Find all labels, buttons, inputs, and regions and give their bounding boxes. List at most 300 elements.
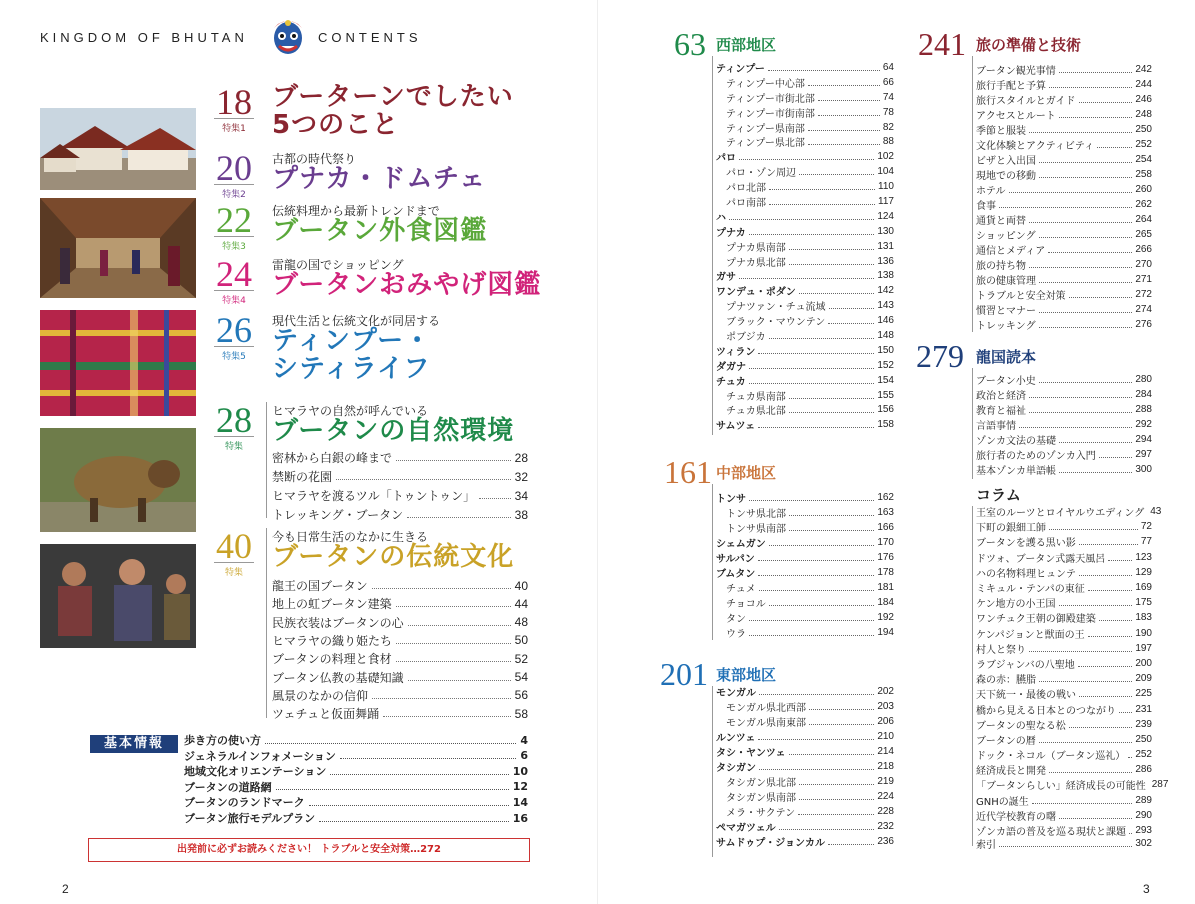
toc-entry-page: 284 [1135, 389, 1152, 400]
basic-info-entry[interactable] [184, 794, 528, 810]
leader-dots [808, 85, 880, 86]
toc-entry[interactable] [976, 372, 1152, 387]
toc-entry[interactable] [272, 704, 528, 723]
toc-entry[interactable] [716, 134, 894, 149]
toc-entry[interactable] [716, 90, 894, 105]
leader-dots [1029, 222, 1132, 223]
toc-entry-page: 184 [877, 597, 894, 608]
toc-entry-page: 58 [514, 706, 528, 721]
central-section-title[interactable]: 中部地区 [716, 464, 777, 482]
toc-entry[interactable] [976, 777, 1169, 793]
leader-dots [1129, 833, 1132, 834]
leader-dots [818, 115, 880, 116]
feature-title[interactable]: シティライフ [272, 354, 431, 384]
toc-entry[interactable] [272, 505, 528, 524]
toc-entry-label: トラブルと安全対策 [976, 291, 1066, 302]
toc-entry-label: ティンプー市街南部 [726, 108, 815, 120]
toc-entry[interactable] [716, 505, 894, 520]
toc-entry[interactable] [716, 729, 894, 744]
toc-entry-label: モンガル県南東部 [726, 718, 806, 729]
toc-entry[interactable] [976, 447, 1152, 462]
toc-entry[interactable] [976, 272, 1152, 287]
toc-entry-page: 142 [877, 285, 894, 297]
toc-entry[interactable] [976, 417, 1152, 432]
east-section-title[interactable]: 東部地区 [716, 666, 777, 684]
basic-info-page: 16 [512, 811, 528, 825]
basic-info-label-text: 歩き方の使い方 [184, 734, 261, 747]
toc-entry[interactable] [716, 580, 894, 595]
feature-tag: 特集3 [214, 236, 254, 252]
toc-entry-page: 88 [882, 136, 894, 148]
toc-entry[interactable] [716, 550, 894, 565]
toc-entry-label: ブータンの料理と食材 [272, 652, 392, 667]
toc-entry[interactable] [272, 448, 528, 467]
index-entry[interactable] [976, 836, 1152, 851]
toc-entry-label: 旅の健康管理 [976, 276, 1036, 287]
central-section-bar [712, 484, 713, 640]
toc-entry[interactable] [716, 388, 894, 403]
feature-title[interactable]: ブーターンでしたい [272, 82, 514, 112]
safety-alert-banner[interactable]: 出発前に必ずお読みください！ トラブルと安全対策…272 [88, 838, 530, 862]
leader-dots [768, 70, 880, 71]
toc-entry-label: パロ南部 [726, 197, 766, 209]
toc-entry-page: 292 [1135, 419, 1152, 430]
toc-entry[interactable] [976, 595, 1152, 610]
toc-entry[interactable] [976, 462, 1152, 477]
feature-tag: 特集 [214, 562, 254, 578]
feature-title[interactable]: ブータンおみやげ図鑑 [272, 270, 542, 300]
toc-entry-label: 旅の持ち物 [976, 261, 1026, 272]
toc-entry[interactable] [976, 656, 1152, 671]
toc-entry-label: ゾンカ語の普及を巡る現状と課題 [976, 827, 1126, 839]
toc-entry[interactable] [716, 774, 894, 789]
toc-entry[interactable] [976, 565, 1152, 580]
east-section-bar [712, 686, 713, 857]
toc-entry[interactable] [976, 793, 1152, 808]
toc-entry-label: タシガン県南部 [726, 793, 796, 804]
toc-entry[interactable] [976, 550, 1152, 565]
toc-entry-page: 264 [1135, 214, 1152, 225]
toc-entry[interactable] [976, 92, 1152, 107]
toc-entry-label: ブラック・マウンテン [726, 317, 826, 329]
toc-entry[interactable] [976, 686, 1152, 701]
toc-entry-label: 民族衣装はブータンの心 [272, 615, 404, 630]
feature-title[interactable]: ブータン外食図鑑 [272, 216, 488, 246]
toc-entry-label: ツェチュと仮面舞踊 [272, 707, 380, 722]
basic-info-label-text: ブータンのランドマーク [184, 796, 305, 810]
leader-dots [769, 189, 875, 190]
feature-title[interactable]: 5つのこと [272, 110, 400, 140]
toc-entry[interactable] [976, 519, 1152, 534]
toc-entry-label: チュカ県南部 [726, 391, 786, 403]
toc-entry-label: ブータンの聖なる松 [976, 720, 1066, 732]
toc-entry-label: 森の赤：臙脂 [976, 675, 1036, 687]
leader-dots [769, 204, 875, 205]
dzong-photo [40, 108, 196, 190]
toc-entry-page: 104 [877, 166, 894, 178]
toc-entry-page: 181 [877, 582, 894, 593]
toc-entry[interactable] [716, 819, 894, 834]
toc-entry[interactable] [976, 402, 1152, 417]
leader-dots [1009, 192, 1133, 193]
leader-dots [1032, 803, 1133, 804]
leader-dots [396, 460, 511, 461]
toc-entry-page: 231 [1135, 703, 1152, 715]
leader-dots [408, 625, 511, 626]
toc-entry[interactable] [716, 75, 894, 90]
leader-dots [1059, 605, 1133, 606]
toc-entry-page: 56 [514, 688, 528, 703]
toc-entry-label: ティンプー [716, 63, 765, 75]
toc-entry[interactable] [976, 257, 1152, 272]
toc-entry[interactable] [976, 534, 1152, 549]
toc-entry-page: 50 [514, 633, 528, 648]
toc-entry[interactable] [716, 789, 894, 804]
leader-dots [729, 219, 874, 220]
leader-dots [999, 846, 1132, 847]
prep-section-bar [972, 56, 973, 332]
toc-entry-label: ゾンカ文法の基礎 [976, 436, 1056, 447]
toc-entry-label: チュメ [726, 584, 756, 595]
toc-entry[interactable] [976, 182, 1152, 197]
reading-section-title[interactable]: 龍国読本 [976, 348, 1037, 366]
toc-entry-page: 183 [1135, 612, 1152, 624]
toc-entry-page: 52 [514, 651, 528, 666]
toc-entry[interactable] [716, 535, 894, 550]
feature-number[interactable]: 40 [216, 526, 252, 566]
toc-entry-label: ケンパジョンと獣面の王 [976, 629, 1085, 641]
toc-entry[interactable] [272, 613, 528, 632]
toc-entry-page: 252 [1135, 749, 1152, 761]
toc-entry-label: ヒマラヤを渡るツル「トゥントゥン」 [272, 489, 476, 503]
toc-entry-page: 154 [877, 374, 894, 386]
toc-entry[interactable] [976, 137, 1152, 152]
toc-entry-label: ドツォ、ブータン式露天風呂 [976, 553, 1106, 565]
feature-tag: 特集1 [214, 118, 254, 134]
toc-entry-label: 村人と祭り [976, 644, 1026, 656]
toc-entry-page: 82 [882, 121, 894, 133]
feature-number[interactable]: 28 [216, 400, 252, 440]
toc-entry[interactable] [272, 668, 528, 687]
toc-entry[interactable] [716, 224, 894, 239]
toc-entry-page: 169 [1135, 582, 1152, 594]
toc-entry[interactable] [272, 631, 528, 650]
east-section-number[interactable]: 201 [660, 656, 708, 692]
toc-entry[interactable] [716, 328, 894, 343]
toc-entry-page: 202 [877, 686, 894, 697]
leader-dots [1059, 72, 1133, 73]
feature-title[interactable]: プナカ・ドムチェ [272, 164, 487, 194]
toc-entry[interactable] [976, 808, 1152, 823]
column-section-title[interactable]: コラム [976, 486, 1021, 504]
toc-entry-page: 150 [877, 344, 894, 356]
toc-entry-page: 276 [1135, 319, 1152, 330]
toc-entry[interactable] [716, 699, 894, 714]
toc-entry[interactable] [716, 373, 894, 388]
toc-entry-page: 270 [1135, 259, 1152, 270]
toc-entry-label: パロ・ゾン周辺 [726, 168, 796, 180]
toc-entry[interactable] [716, 417, 894, 432]
culture-bar [266, 528, 267, 718]
toc-entry-label: チュカ [716, 376, 746, 388]
leader-dots [769, 338, 875, 339]
toc-entry-label: 通貨と両替 [976, 216, 1026, 227]
toc-entry[interactable] [272, 649, 528, 668]
feature-number[interactable]: 18 [216, 82, 252, 122]
toc-entry[interactable] [976, 317, 1152, 332]
leader-dots [1049, 87, 1132, 88]
toc-entry-page: 248 [1135, 109, 1152, 120]
leader-dots [1029, 267, 1132, 268]
toc-entry[interactable] [976, 747, 1152, 762]
west-section-bar [712, 56, 713, 435]
prep-section-number[interactable]: 241 [918, 26, 966, 62]
leader-dots [789, 530, 874, 531]
toc-entry[interactable] [716, 60, 894, 75]
toc-entry[interactable] [716, 179, 894, 194]
toc-entry[interactable] [716, 164, 894, 179]
reading-section-number[interactable]: 279 [916, 338, 964, 374]
toc-entry-page: 262 [1135, 199, 1152, 210]
toc-entry[interactable] [976, 641, 1152, 656]
toc-entry[interactable] [976, 387, 1152, 402]
toc-entry-page: 280 [1135, 374, 1152, 385]
leader-dots [809, 709, 874, 710]
toc-entry[interactable] [976, 227, 1152, 242]
toc-entry[interactable] [976, 626, 1152, 641]
prep-section-title[interactable]: 旅の準備と技術 [976, 36, 1082, 54]
toc-entry-label: ハ [716, 212, 726, 224]
leader-dots [396, 661, 511, 662]
toc-entry[interactable] [976, 504, 1162, 520]
toc-entry[interactable] [716, 343, 894, 358]
leader-dots [1069, 297, 1133, 298]
toc-entry[interactable] [976, 610, 1152, 625]
toc-entry[interactable] [716, 595, 894, 610]
basic-info-entry[interactable] [184, 732, 528, 748]
basic-info-label-text: ジェネラルインフォメーション [184, 749, 336, 763]
toc-entry-page: 254 [1135, 154, 1152, 165]
toc-entry-page: 66 [882, 76, 894, 88]
toc-entry[interactable] [976, 432, 1152, 447]
toc-entry[interactable] [716, 358, 894, 373]
toc-entry-page: 272 [1135, 289, 1152, 300]
toc-entry-page: 214 [877, 746, 894, 757]
toc-entry[interactable] [272, 486, 528, 505]
toc-entry-page: 258 [1135, 169, 1152, 180]
toc-entry-label: GNHの誕生 [976, 796, 1029, 808]
toc-entry[interactable] [716, 105, 894, 120]
toc-entry[interactable] [716, 268, 894, 283]
toc-entry[interactable] [716, 120, 894, 135]
leader-dots [739, 159, 874, 160]
toc-entry[interactable] [716, 804, 894, 819]
toc-entry-label: 現地での移動 [976, 171, 1036, 182]
leader-dots [758, 427, 874, 428]
leader-dots [759, 694, 874, 695]
toc-entry-label: ティンプー中心部 [726, 78, 805, 90]
basic-info-entry[interactable] [184, 779, 528, 795]
leader-dots [1079, 102, 1133, 103]
toc-entry-label: ルンツェ [716, 733, 756, 744]
toc-entry[interactable] [272, 594, 528, 613]
leader-dots [799, 799, 874, 800]
feature-title[interactable]: ブータンの伝統文化 [272, 542, 515, 572]
toc-entry-label: 旅行手配と予算 [976, 81, 1046, 92]
toc-entry[interactable] [976, 580, 1152, 595]
leader-dots [798, 814, 874, 815]
toc-entry-label: ペマガツェル [716, 823, 776, 834]
toc-entry[interactable] [716, 209, 894, 224]
central-section-number[interactable]: 161 [664, 454, 712, 490]
toc-entry[interactable] [976, 717, 1152, 732]
basic-info-label-text: 地域文化オリエンテーション [184, 765, 327, 779]
west-section-number[interactable]: 63 [674, 26, 706, 62]
toc-entry-label: 教育と福祉 [976, 406, 1026, 417]
toc-entry[interactable] [272, 467, 528, 486]
toc-entry[interactable] [716, 610, 894, 625]
west-section-title[interactable]: 西部地区 [716, 36, 777, 54]
toc-entry[interactable] [976, 122, 1152, 137]
feature-tag: 特集4 [214, 290, 254, 306]
leader-dots [407, 517, 510, 518]
toc-entry[interactable] [976, 671, 1152, 686]
leader-dots [1108, 560, 1132, 561]
toc-entry[interactable] [716, 239, 894, 254]
toc-entry[interactable] [716, 402, 894, 417]
feature-title[interactable]: ブータンの自然環境 [272, 416, 515, 446]
toc-entry-page: 110 [878, 181, 894, 193]
basic-info-entry[interactable] [184, 748, 528, 764]
toc-entry[interactable] [716, 684, 894, 699]
leader-dots [1088, 636, 1133, 637]
toc-entry[interactable] [716, 520, 894, 535]
toc-entry[interactable] [716, 283, 894, 298]
toc-entry[interactable] [976, 302, 1152, 317]
leader-dots [1039, 327, 1133, 328]
toc-entry-page: 143 [877, 300, 894, 312]
toc-entry[interactable] [716, 834, 894, 849]
takin-photo [40, 428, 196, 532]
leader-dots [1019, 427, 1132, 428]
leader-dots [779, 829, 875, 830]
toc-entry-label: ダガナ [716, 361, 746, 373]
leader-dots [999, 207, 1132, 208]
people-photo [40, 544, 196, 648]
toc-entry[interactable] [716, 744, 894, 759]
leader-dots [758, 575, 874, 576]
toc-entry-page: 219 [877, 776, 894, 787]
toc-entry[interactable] [716, 714, 894, 729]
leader-dots [789, 515, 874, 516]
toc-entry[interactable] [716, 490, 894, 505]
toc-entry[interactable] [716, 565, 894, 580]
spread-gutter [597, 0, 598, 904]
leader-dots [372, 588, 511, 589]
toc-entry[interactable] [716, 759, 894, 774]
basic-info-label: 基本情報 [90, 735, 178, 753]
leader-dots [1039, 282, 1132, 283]
toc-entry-label: タン [726, 614, 746, 625]
toc-entry[interactable] [272, 686, 528, 705]
toc-entry[interactable] [976, 77, 1152, 92]
leader-dots [1059, 117, 1133, 118]
toc-entry-page: 152 [877, 359, 894, 371]
toc-entry[interactable] [976, 212, 1152, 227]
feature-tag: 特集2 [214, 184, 254, 200]
toc-entry[interactable] [716, 149, 894, 164]
feature-number[interactable]: 26 [216, 310, 252, 350]
feature-number[interactable]: 22 [216, 200, 252, 240]
toc-entry-page: 250 [1135, 733, 1152, 745]
leader-dots [1059, 442, 1132, 443]
toc-entry-label: パロ [716, 153, 736, 165]
toc-entry-label: モンガル [716, 688, 756, 699]
toc-entry[interactable] [976, 732, 1152, 747]
toc-entry[interactable] [976, 287, 1152, 302]
basic-info-page: 6 [520, 749, 528, 763]
prep-list [976, 62, 1152, 332]
toc-entry[interactable] [976, 62, 1152, 77]
toc-entry-page: 274 [1135, 304, 1152, 315]
toc-entry-page: 297 [1135, 449, 1152, 460]
leader-dots [799, 293, 875, 294]
toc-entry[interactable] [976, 167, 1152, 182]
leader-dots [1099, 457, 1133, 458]
feature-number[interactable]: 24 [216, 254, 252, 294]
leader-dots [1119, 712, 1132, 713]
toc-entry[interactable] [976, 701, 1152, 716]
toc-entry-label: 王室のルーツとロイヤルウエディング [976, 508, 1145, 520]
toc-entry[interactable] [272, 576, 528, 595]
toc-entry[interactable] [716, 313, 894, 328]
leader-dots [758, 353, 874, 354]
basic-info-entry[interactable] [184, 810, 528, 826]
toc-entry[interactable] [976, 107, 1152, 122]
toc-entry-page: 190 [1135, 627, 1152, 639]
toc-entry[interactable] [716, 625, 894, 640]
leader-dots [749, 368, 874, 369]
toc-entry-label: ブータンの暦 [976, 735, 1036, 747]
toc-entry-page: 228 [877, 806, 894, 817]
toc-entry-page: 162 [877, 492, 894, 503]
toc-entry-page: 148 [877, 329, 894, 341]
leader-dots [799, 784, 874, 785]
toc-entry-page: 176 [877, 552, 894, 563]
toc-entry[interactable] [976, 152, 1152, 167]
leader-dots [789, 249, 875, 250]
toc-entry[interactable] [716, 254, 894, 269]
feature-title[interactable]: ティンプー・ [272, 326, 432, 356]
nature-bar [266, 402, 267, 518]
toc-entry-page: 131 [877, 240, 894, 252]
toc-entry[interactable] [976, 197, 1152, 212]
toc-entry[interactable] [716, 298, 894, 313]
toc-entry-label: トレッキング [976, 321, 1036, 332]
leader-dots [749, 383, 875, 384]
toc-entry-page: 210 [877, 731, 894, 742]
leader-dots [1069, 727, 1133, 728]
toc-entry-page: 166 [877, 522, 894, 533]
toc-entry[interactable] [976, 242, 1152, 257]
toc-entry-page: 48 [514, 615, 528, 630]
leader-dots [1039, 382, 1133, 383]
toc-entry-page: 54 [514, 670, 528, 684]
basic-info-entry[interactable] [184, 763, 528, 779]
toc-entry[interactable] [976, 762, 1152, 777]
feature-number[interactable]: 20 [216, 148, 252, 188]
toc-entry[interactable] [716, 194, 894, 209]
